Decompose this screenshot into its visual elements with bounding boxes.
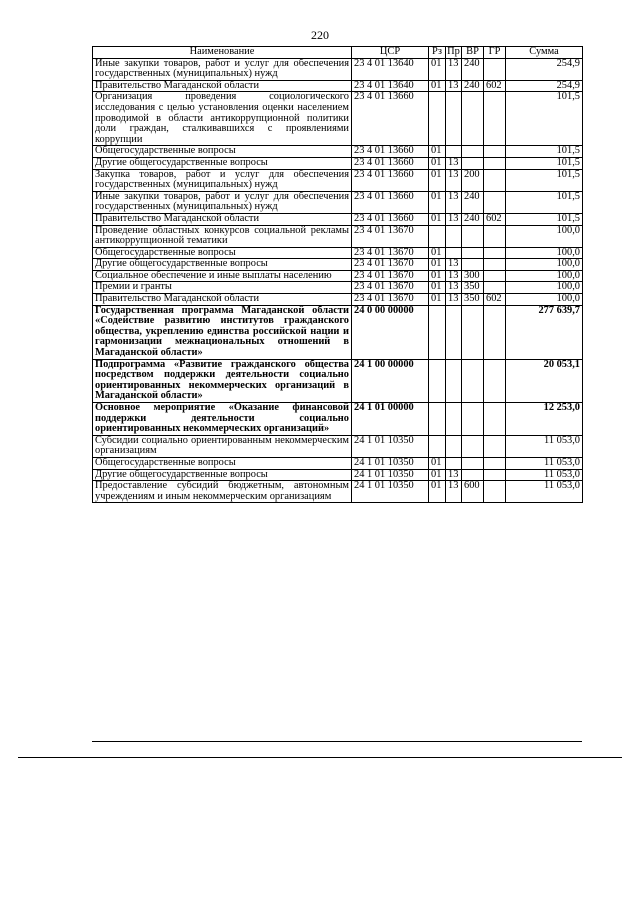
table-row	[93, 58, 583, 80]
row-sum: 101,5	[506, 191, 583, 213]
row-gr-code	[484, 403, 506, 436]
row-sum: 11 053,0	[506, 469, 583, 481]
row-pr-code: 13	[446, 294, 462, 306]
header-name: Наименование	[93, 47, 352, 59]
row-rz-code	[429, 435, 446, 457]
row-csr-code: 23 4 01 13670	[352, 225, 429, 247]
row-pr-code: 13	[446, 270, 462, 282]
row-name: Другие общегосударственные вопросы	[93, 157, 352, 169]
row-csr-code: 24 1 01 10350	[352, 457, 429, 469]
row-sum: 277 639,7	[506, 305, 583, 359]
row-rz-code: 01	[429, 213, 446, 225]
table-row	[93, 80, 583, 92]
row-gr-code	[484, 435, 506, 457]
row-csr-code: 23 4 01 13670	[352, 282, 429, 294]
row-pr-code: 13	[446, 191, 462, 213]
row-sum: 254,9	[506, 58, 583, 80]
row-sum: 20 053,1	[506, 359, 583, 402]
row-vr-code	[462, 457, 484, 469]
row-gr-code	[484, 270, 506, 282]
row-sum: 100,0	[506, 259, 583, 271]
row-name: Правительство Магаданской области	[93, 80, 352, 92]
row-rz-code: 01	[429, 282, 446, 294]
row-pr-code: 13	[446, 282, 462, 294]
row-pr-code: 13	[446, 469, 462, 481]
row-sum: 100,0	[506, 294, 583, 306]
row-vr-code	[462, 469, 484, 481]
row-vr-code	[462, 247, 484, 259]
page-number: 220	[311, 28, 329, 42]
row-sum: 101,5	[506, 157, 583, 169]
row-rz-code: 01	[429, 294, 446, 306]
table-row	[93, 435, 583, 457]
table-row	[93, 270, 583, 282]
row-name: Социальное обеспечение и иные выплаты населению	[93, 270, 352, 282]
row-gr-code	[484, 359, 506, 402]
budget-table	[92, 46, 583, 503]
table-row	[93, 191, 583, 213]
row-name: Общегосударственные вопросы	[93, 146, 352, 158]
header-csr: ЦСР	[352, 47, 429, 59]
row-name: Другие общегосударственные вопросы	[93, 259, 352, 271]
row-pr-code: 13	[446, 213, 462, 225]
row-csr-code: 23 4 01 13660	[352, 157, 429, 169]
row-sum: 101,5	[506, 146, 583, 158]
row-rz-code	[429, 92, 446, 146]
row-rz-code: 01	[429, 259, 446, 271]
row-csr-code: 24 1 01 00000	[352, 403, 429, 436]
table-row	[93, 169, 583, 191]
row-gr-code	[484, 481, 506, 503]
row-name: Государственная программа Магаданской области «Содействие развитию институтов гражданского общества, укреплению единства российской нации и гармонизации межнациональных отношений в Магаданской области»	[93, 305, 352, 359]
row-sum: 11 053,0	[506, 435, 583, 457]
row-sum: 11 053,0	[506, 457, 583, 469]
row-sum: 100,0	[506, 225, 583, 247]
row-pr-code	[446, 435, 462, 457]
row-sum: 254,9	[506, 80, 583, 92]
row-pr-code: 13	[446, 58, 462, 80]
row-csr-code: 23 4 01 13660	[352, 213, 429, 225]
row-gr-code: 602	[484, 80, 506, 92]
row-gr-code	[484, 282, 506, 294]
row-csr-code: 23 4 01 13670	[352, 259, 429, 271]
row-name: Предоставление субсидий бюджетным, автономным учреждениям и иным некоммерческим организациям	[93, 481, 352, 503]
table-row	[93, 225, 583, 247]
table-header-row	[93, 47, 583, 59]
row-vr-code: 350	[462, 282, 484, 294]
row-gr-code	[484, 157, 506, 169]
row-vr-code: 240	[462, 80, 484, 92]
table-row	[93, 247, 583, 259]
row-rz-code: 01	[429, 247, 446, 259]
row-csr-code: 23 4 01 13660	[352, 146, 429, 158]
row-pr-code	[446, 225, 462, 247]
row-csr-code: 23 4 01 13640	[352, 58, 429, 80]
row-vr-code	[462, 305, 484, 359]
row-name: Премии и гранты	[93, 282, 352, 294]
row-csr-code: 23 4 01 13660	[352, 191, 429, 213]
row-vr-code	[462, 435, 484, 457]
row-gr-code	[484, 469, 506, 481]
row-name: Иные закупки товаров, работ и услуг для обеспечения государственных (муниципальных) нужд	[93, 58, 352, 80]
row-pr-code	[446, 247, 462, 259]
row-pr-code: 13	[446, 80, 462, 92]
row-rz-code	[429, 225, 446, 247]
row-sum: 11 053,0	[506, 481, 583, 503]
row-rz-code	[429, 359, 446, 402]
row-csr-code: 24 1 01 10350	[352, 435, 429, 457]
row-pr-code	[446, 403, 462, 436]
row-vr-code: 200	[462, 169, 484, 191]
row-csr-code: 23 4 01 13660	[352, 92, 429, 146]
row-rz-code: 01	[429, 270, 446, 282]
row-pr-code	[446, 457, 462, 469]
row-csr-code: 24 1 00 00000	[352, 359, 429, 402]
row-vr-code: 240	[462, 58, 484, 80]
row-vr-code: 240	[462, 191, 484, 213]
row-rz-code: 01	[429, 481, 446, 503]
row-sum: 12 253,0	[506, 403, 583, 436]
row-gr-code	[484, 58, 506, 80]
row-name: Другие общегосударственные вопросы	[93, 469, 352, 481]
table-row	[93, 403, 583, 436]
row-gr-code	[484, 247, 506, 259]
row-csr-code: 23 4 01 13670	[352, 294, 429, 306]
row-sum: 100,0	[506, 247, 583, 259]
row-pr-code	[446, 359, 462, 402]
row-rz-code: 01	[429, 80, 446, 92]
row-csr-code: 24 1 01 10350	[352, 481, 429, 503]
header-vr: ВР	[462, 47, 484, 59]
row-name: Субсидии социально ориентированным некоммерческим организациям	[93, 435, 352, 457]
row-csr-code: 23 4 01 13670	[352, 270, 429, 282]
divider-line	[92, 741, 582, 742]
table-row	[93, 146, 583, 158]
row-vr-code: 300	[462, 270, 484, 282]
header-pr: Пр	[447, 46, 460, 57]
row-gr-code	[484, 457, 506, 469]
table-row	[93, 457, 583, 469]
row-pr-code: 13	[446, 481, 462, 503]
row-rz-code: 01	[429, 469, 446, 481]
row-sum: 101,5	[506, 92, 583, 146]
row-gr-code	[484, 169, 506, 191]
row-vr-code	[462, 146, 484, 158]
row-name: Правительство Магаданской области	[93, 294, 352, 306]
table-row	[93, 282, 583, 294]
row-name: Проведение областных конкурсов социальной рекламы антикоррупционной тематики	[93, 225, 352, 247]
row-gr-code: 602	[484, 213, 506, 225]
row-pr-code: 13	[446, 157, 462, 169]
table-row	[93, 157, 583, 169]
row-rz-code	[429, 305, 446, 359]
row-csr-code: 23 4 01 13670	[352, 247, 429, 259]
header-sum: Сумма	[506, 47, 583, 59]
row-rz-code: 01	[429, 157, 446, 169]
row-vr-code	[462, 92, 484, 146]
row-sum: 101,5	[506, 213, 583, 225]
row-name: Подпрограмма «Развитие гражданского общества посредством поддержки деятельности социально ориентированных некоммерческих организаций в Магаданской области»	[93, 359, 352, 402]
row-vr-code	[462, 157, 484, 169]
row-name: Правительство Магаданской области	[93, 213, 352, 225]
row-vr-code: 240	[462, 213, 484, 225]
row-gr-code	[484, 259, 506, 271]
row-sum: 100,0	[506, 270, 583, 282]
row-csr-code: 23 4 01 13640	[352, 80, 429, 92]
row-gr-code	[484, 225, 506, 247]
row-gr-code	[484, 191, 506, 213]
row-vr-code	[462, 359, 484, 402]
row-name: Общегосударственные вопросы	[93, 457, 352, 469]
row-rz-code	[429, 403, 446, 436]
row-rz-code: 01	[429, 169, 446, 191]
row-pr-code	[446, 146, 462, 158]
table-row	[93, 92, 583, 146]
row-name: Закупка товаров, работ и услуг для обеспечения государственных (муниципальных) нужд	[93, 169, 352, 191]
row-vr-code: 600	[462, 481, 484, 503]
footer-divider-line	[18, 757, 622, 758]
row-sum: 100,0	[506, 282, 583, 294]
row-gr-code	[484, 92, 506, 146]
table-row	[93, 213, 583, 225]
row-vr-code	[462, 403, 484, 436]
table-row	[93, 481, 583, 503]
table-row	[93, 469, 583, 481]
row-gr-code: 602	[484, 294, 506, 306]
row-vr-code	[462, 259, 484, 271]
row-vr-code	[462, 225, 484, 247]
row-csr-code: 23 4 01 13660	[352, 169, 429, 191]
row-rz-code: 01	[429, 457, 446, 469]
row-csr-code: 24 1 01 10350	[352, 469, 429, 481]
row-name: Общегосударственные вопросы	[93, 247, 352, 259]
row-pr-code	[446, 92, 462, 146]
row-rz-code: 01	[429, 58, 446, 80]
row-vr-code: 350	[462, 294, 484, 306]
table-row	[93, 259, 583, 271]
header-gr: ГР	[484, 47, 506, 59]
table-row	[93, 359, 583, 402]
row-name: Иные закупки товаров, работ и услуг для обеспечения государственных (муниципальных) нужд	[93, 191, 352, 213]
table-body	[93, 58, 583, 503]
header-rz: Рз	[429, 47, 446, 59]
row-name: Организация проведения социологического исследования с целью установления оценки населением проводимой в области антикоррупционной политики доли граждан, сталкивавшихся с проявлениями коррупции	[93, 92, 352, 146]
row-pr-code: 13	[446, 169, 462, 191]
row-csr-code: 24 0 00 00000	[352, 305, 429, 359]
row-rz-code: 01	[429, 191, 446, 213]
row-name: Основное мероприятие «Оказание финансовой поддержки деятельности социально ориентированных некоммерческих организаций»	[93, 403, 352, 436]
table-row	[93, 294, 583, 306]
row-pr-code: 13	[446, 259, 462, 271]
row-gr-code	[484, 305, 506, 359]
row-gr-code	[484, 146, 506, 158]
row-rz-code: 01	[429, 146, 446, 158]
table-row	[93, 305, 583, 359]
row-pr-code	[446, 305, 462, 359]
row-sum: 101,5	[506, 169, 583, 191]
